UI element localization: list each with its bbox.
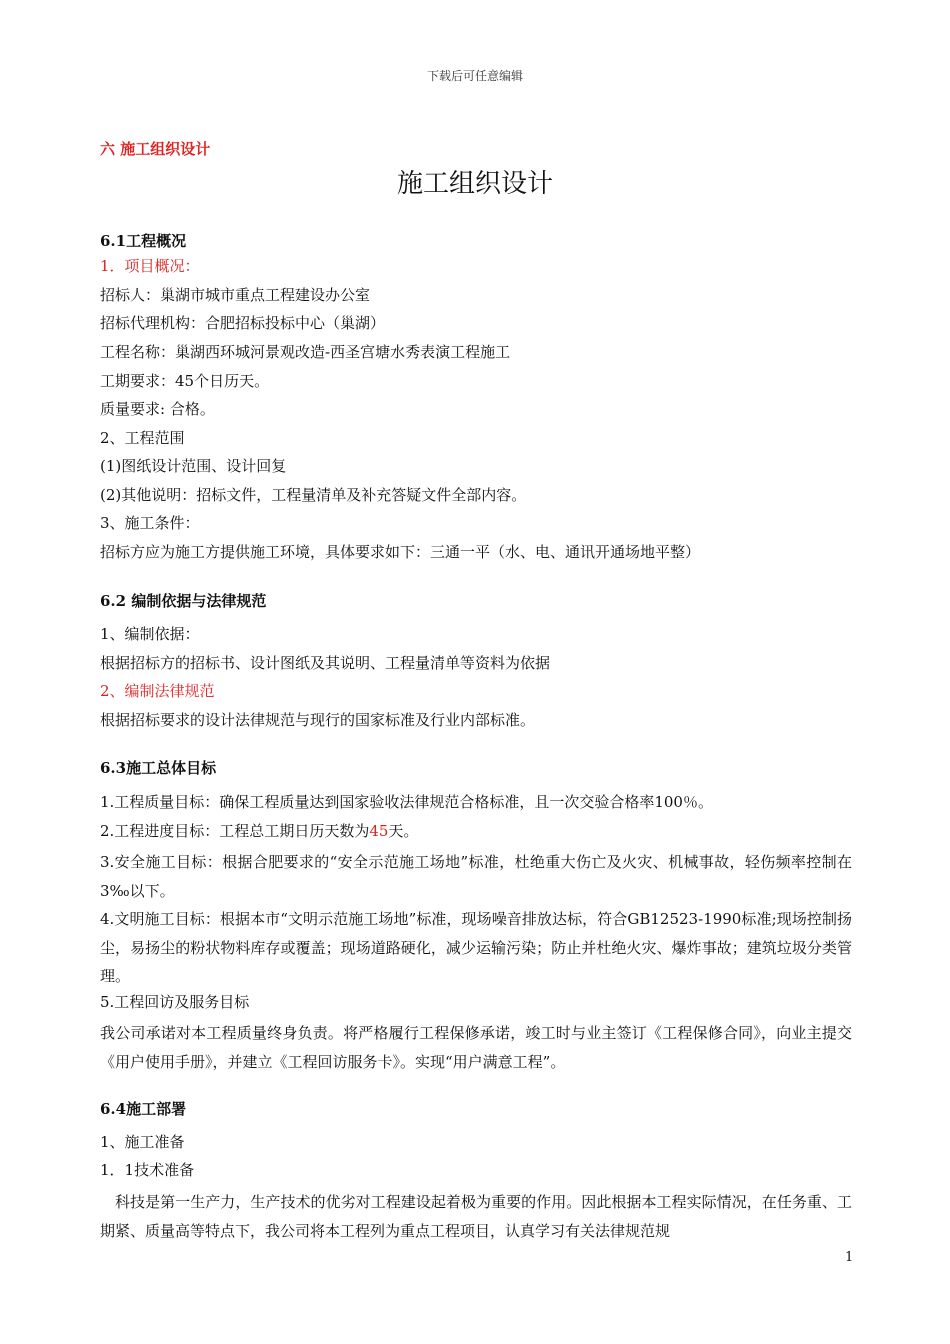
- paragraph-technical-prep: 科技是第一生产力，生产技术的优劣对工程建设起着极为重要的作用。因此根据本工程实际情况，在任务重、工期紧、质量高等特点下，我公司将本工程列为重点工程项目，认真学习有关法律规范规: [100, 1193, 852, 1240]
- section-heading-6-3: 6.3施工总体目标: [100, 759, 217, 777]
- paragraph-line: 根据招标要求的设计法律规范与现行的国家标准及行业内部标准。: [100, 711, 536, 729]
- chapter-heading: 六 施工组织设计: [100, 140, 211, 158]
- page-number: 1: [845, 1250, 854, 1265]
- subheading-preparation: 1、施工准备: [100, 1133, 185, 1151]
- progress-goal-text: 2.工程进度目标：工程总工期日历天数为: [100, 822, 370, 840]
- duration-days-value: 45: [369, 822, 389, 840]
- paragraph-line: 工程名称：巢湖西环城河景观改造-西圣宫塘水秀表演工程施工: [100, 343, 511, 361]
- paragraph-line: [100, 820, 418, 841]
- subheading-scope: 2、工程范围: [100, 429, 185, 447]
- page-header: 下载后可任意编辑: [426, 69, 523, 83]
- section-heading-6-4: 6.4施工部署: [100, 1100, 187, 1118]
- subheading-project-overview: 1．项目概况：: [100, 257, 200, 275]
- paragraph-line: 5.工程回访及服务目标: [100, 993, 250, 1011]
- paragraph-line: 质量要求: 合格。: [100, 400, 215, 418]
- section-heading-6-2: 6.2 编制依据与法律规范: [100, 592, 267, 610]
- paragraph-line: 招标人：巢湖市城市重点工程建设办公室: [100, 286, 371, 304]
- paragraph-line: 工期要求：45个日历天。: [100, 372, 270, 390]
- paragraph-line: 招标方应为施工方提供施工环境，具体要求如下：三通一平（水、电、通讯开通场地平整）: [100, 543, 701, 561]
- subheading-conditions: 3、施工条件：: [100, 514, 200, 532]
- paragraph-line: 1.工程质量目标：确保工程质量达到国家验收法律规范合格标准，且一次交验合格率100％。: [100, 793, 713, 811]
- paragraph-line: (2)其他说明：招标文件，工程量清单及补充答疑文件全部内容。: [100, 486, 527, 504]
- progress-goal-suffix: 天。: [388, 822, 419, 840]
- subheading-technical-prep: 1．1技术准备: [100, 1161, 195, 1179]
- paragraph-line: 招标代理机构：合肥招标投标中心（巢湖）: [100, 314, 386, 332]
- paragraph-civilized-goal: 4.文明施工目标：根据本市“文明示范施工场地”标准，现场噪音排放达标，符合GB12523-1990标准;现场控制扬尘，易扬尘的粉状物料库存或覆盖；现场道路硬化，减少运输污染；防止并杜绝火灾、爆炸事故；建筑垃圾分类管理。: [100, 910, 852, 985]
- paragraph-service-commitment: 我公司承诺对本工程质量终身负责。将严格履行工程保修承诺，竣工时与业主签订《工程保修合同》，向业主提交《用户使用手册》，并建立《工程回访服务卡》。实现“用户满意工程”。: [100, 1024, 852, 1071]
- paragraph-line: 根据招标方的招标书、设计图纸及其说明、工程量清单等资料为依据: [100, 654, 551, 672]
- document-title: 施工组织设计: [396, 169, 553, 199]
- subheading-basis: 1、编制依据：: [100, 625, 200, 643]
- paragraph-line: (1)图纸设计范围、设计回复: [100, 457, 287, 475]
- section-heading-6-1: 6.1工程概况: [100, 232, 187, 250]
- paragraph-safety-goal: 3.安全施工目标：根据合肥要求的“安全示范施工场地”标准，杜绝重大伤亡及火灾、机械事故，轻伤频率控制在3‰以下。: [100, 853, 852, 900]
- subheading-regulations: 2、编制法律规范: [100, 682, 215, 700]
